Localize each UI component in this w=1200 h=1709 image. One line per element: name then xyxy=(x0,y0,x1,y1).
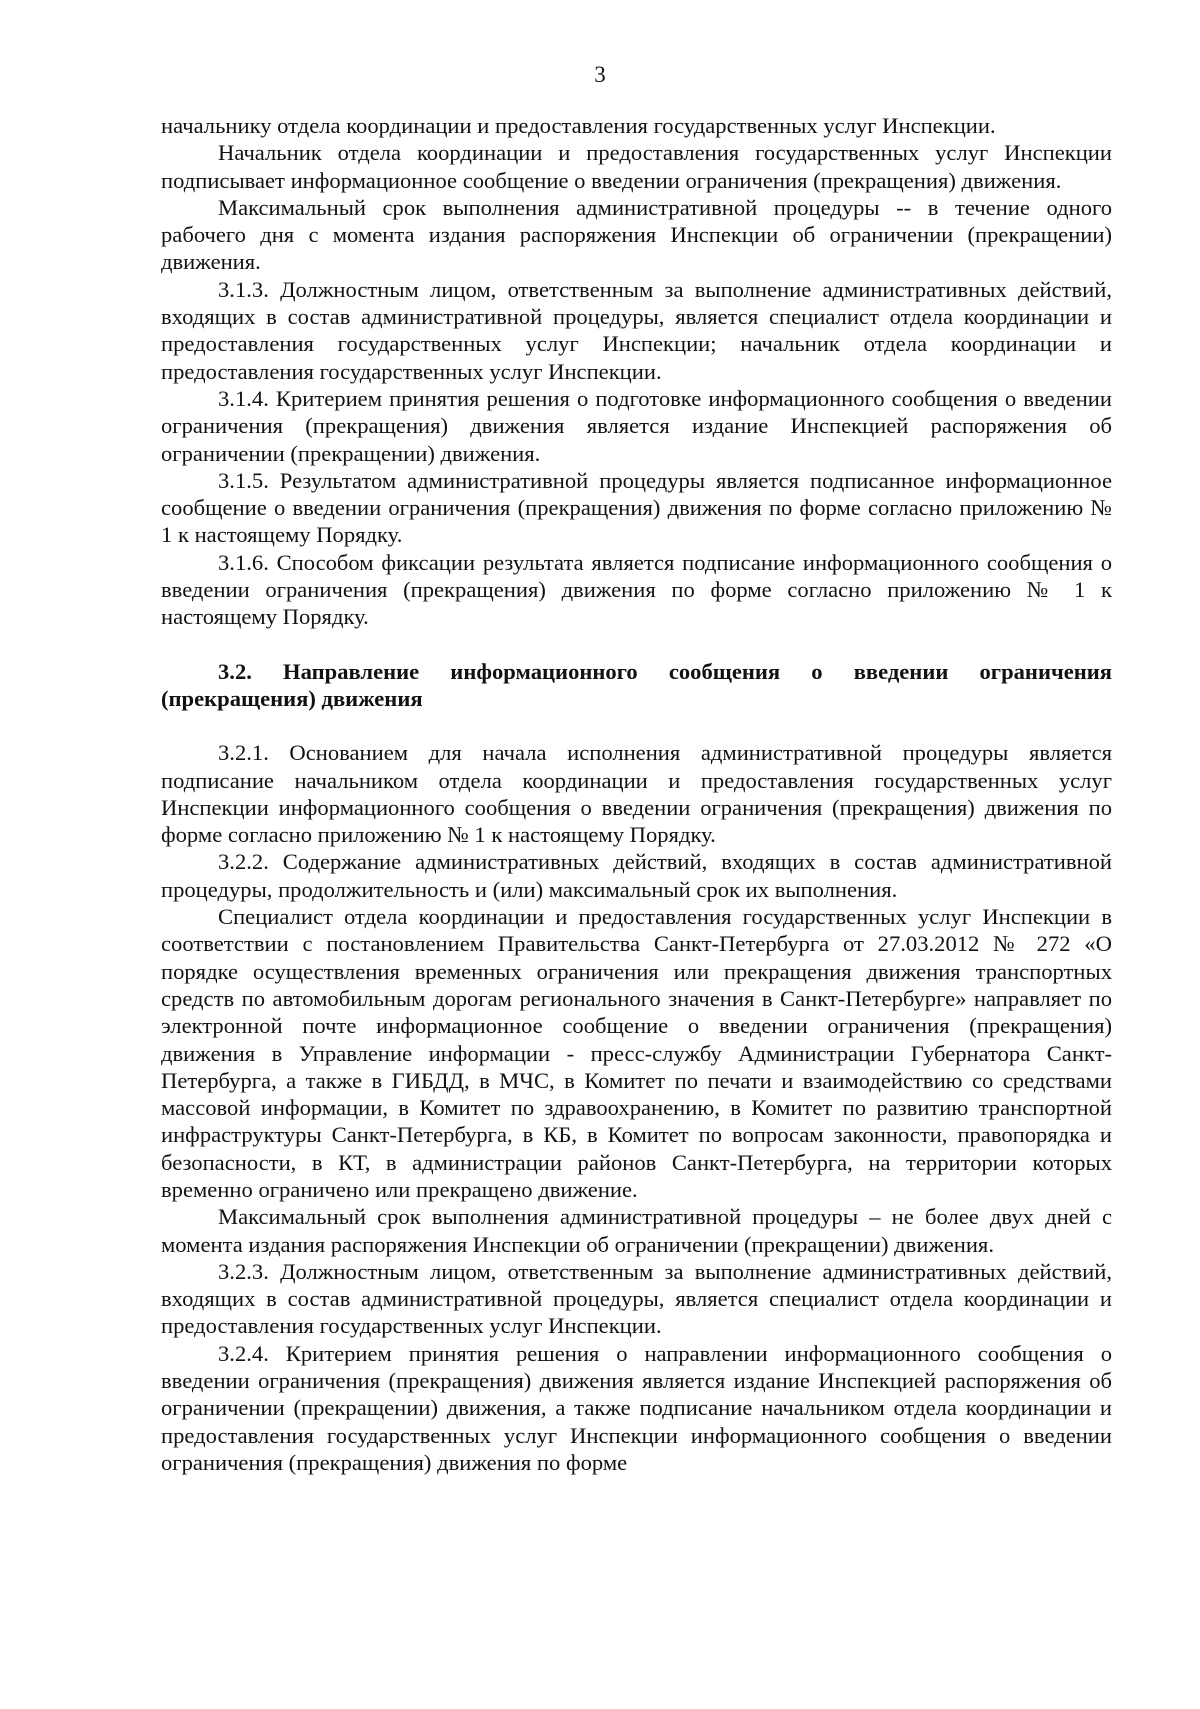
paragraph: 3.1.5. Результатом административной процедуры является подписанное информационное сообщение о введении ограничения (прекращения) движения по форме согласно приложению № 1 к настоящему Порядку. xyxy=(161,467,1112,548)
paragraph: Максимальный срок выполнения административной процедуры – не более двух дней с момента издания распоряжения Инспекции об ограничении (прекращении) движения. xyxy=(161,1204,1112,1257)
paragraph: 3.1.6. Способом фиксации результата является подписание информационного сообщения о введении ограничения (прекращения) движения по форме согласно приложению № 1 к настоящему Порядку. xyxy=(161,549,1112,630)
paragraph: 3.2.2. Содержание административных действий, входящих в состав административной процедуры, продолжительность и (или) максимальный срок их выполнения. xyxy=(161,849,1112,902)
paragraph: 3.2.4. Критерием принятия решения о направлении информационного сообщения о введении ограничения (прекращения) движения является издание Инспекцией распоряжения об ограничении (прекращении) движения, а также подписание начальником отдела координации и предоставления государственных услуг Инспекции информационного сообщения о введении ограничения (прекращения) движения по форме xyxy=(161,1340,1112,1475)
section-heading: 3.2. Направление информационного сообщения о введении ограничения (прекращения) движения xyxy=(161,658,1112,711)
paragraph: Максимальный срок выполнения административной процедуры -- в течение одного рабочего дня с момента издания распоряжения Инспекции об ограничении (прекращении) движения. xyxy=(161,194,1112,275)
page-number: 3 xyxy=(594,62,606,87)
paragraph: начальнику отдела координации и предоставления государственных услуг Инспекции. xyxy=(161,113,996,138)
paragraph: 3.1.3. Должностным лицом, ответственным за выполнение административных действий, входящих в состав административной процедуры, является специалист отдела координации и предоставления государственных услуг Инспекции; начальник отдела координации и предоставления государственных услуг Инспекции. xyxy=(161,276,1112,384)
paragraph: Специалист отдела координации и предоставления государственных услуг Инспекции в соответствии с постановлением Правительства Санкт-Петербурга от 27.03.2012 № 272 «О порядке осуществления временных ограничения или прекращения движения транспортных средств по автомобильным дорогам регионального значения в Санкт-Петербурге» направляет по электронной почте информационное сообщение о введении ограничения (прекращения) движения в Управление информации - пресс-службу Администрации Губернатора Санкт-Петербурга, а также в ГИБДД, в МЧС, в Комитет по печати и взаимодействию со средствами массовой информации, в Комитет по здравоохранению, в Комитет по развитию транспортной инфраструктуры Санкт-Петербурга, в КБ, в Комитет по вопросам законности, правопорядка и безопасности, в КТ, в администрации районов Санкт-Петербурга, на территории которых временно ограничено или прекращено движение. xyxy=(161,904,1112,1202)
paragraph: 3.2.1. Основанием для начала исполнения административной процедуры является подписание начальником отдела координации и предоставления государственных услуг Инспекции информационного сообщения о введении ограничения (прекращения) движения по форме согласно приложению № 1 к настоящему Порядку. xyxy=(161,740,1112,848)
page-body xyxy=(161,112,1112,1476)
paragraph: 3.2.3. Должностным лицом, ответственным за выполнение административных действий, входящих в состав административной процедуры, является специалист отдела координации и предоставления государственных услуг Инспекции. xyxy=(161,1258,1112,1339)
paragraph: Начальник отдела координации и предоставления государственных услуг Инспекции подписывает информационное сообщение о введении ограничения (прекращения) движения. xyxy=(161,140,1112,193)
paragraph: 3.1.4. Критерием принятия решения о подготовке информационного сообщения о введении ограничения (прекращения) движения является издание Инспекцией распоряжения об ограничении (прекращении) движения. xyxy=(161,385,1112,466)
